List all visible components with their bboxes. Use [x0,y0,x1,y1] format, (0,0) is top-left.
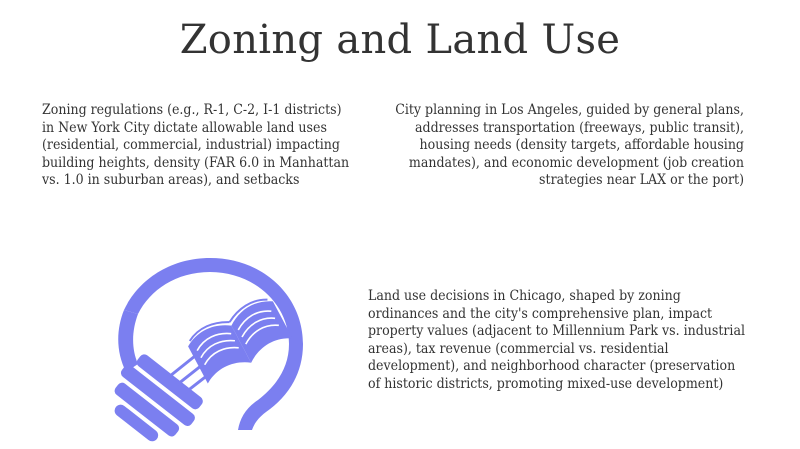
lightbulb-with-open-book-icon [98,252,322,448]
slide-title: Zoning and Land Use [179,17,621,63]
chicago-land-use-paragraph: Land use decisions in Chicago, shaped by zoning ordinances and the city's comprehensive plan, impact property values (adjacent to Millennium Park vs. industrial areas), tax revenue (commercial vs. residential development), and neighborhood character (preservation of historic districts, promoting mixed-use development) [368,288,745,392]
los-angeles-planning-paragraph: City planning in Los Angeles, guided by general plans, addresses transportation (freeways, public transit), housing needs (density targets, affordable housing mandates), and economic development (job creation strategies near LAX or the port) [395,102,744,189]
new-york-zoning-paragraph: Zoning regulations (e.g., R-1, C-2, I-1 districts) in New York City dictate allowable land uses (residential, commercial, industrial) impacting building heights, density (FAR 6.0 in Manhattan vs. 1.0 in suburban areas), and setbacks [42,102,350,189]
